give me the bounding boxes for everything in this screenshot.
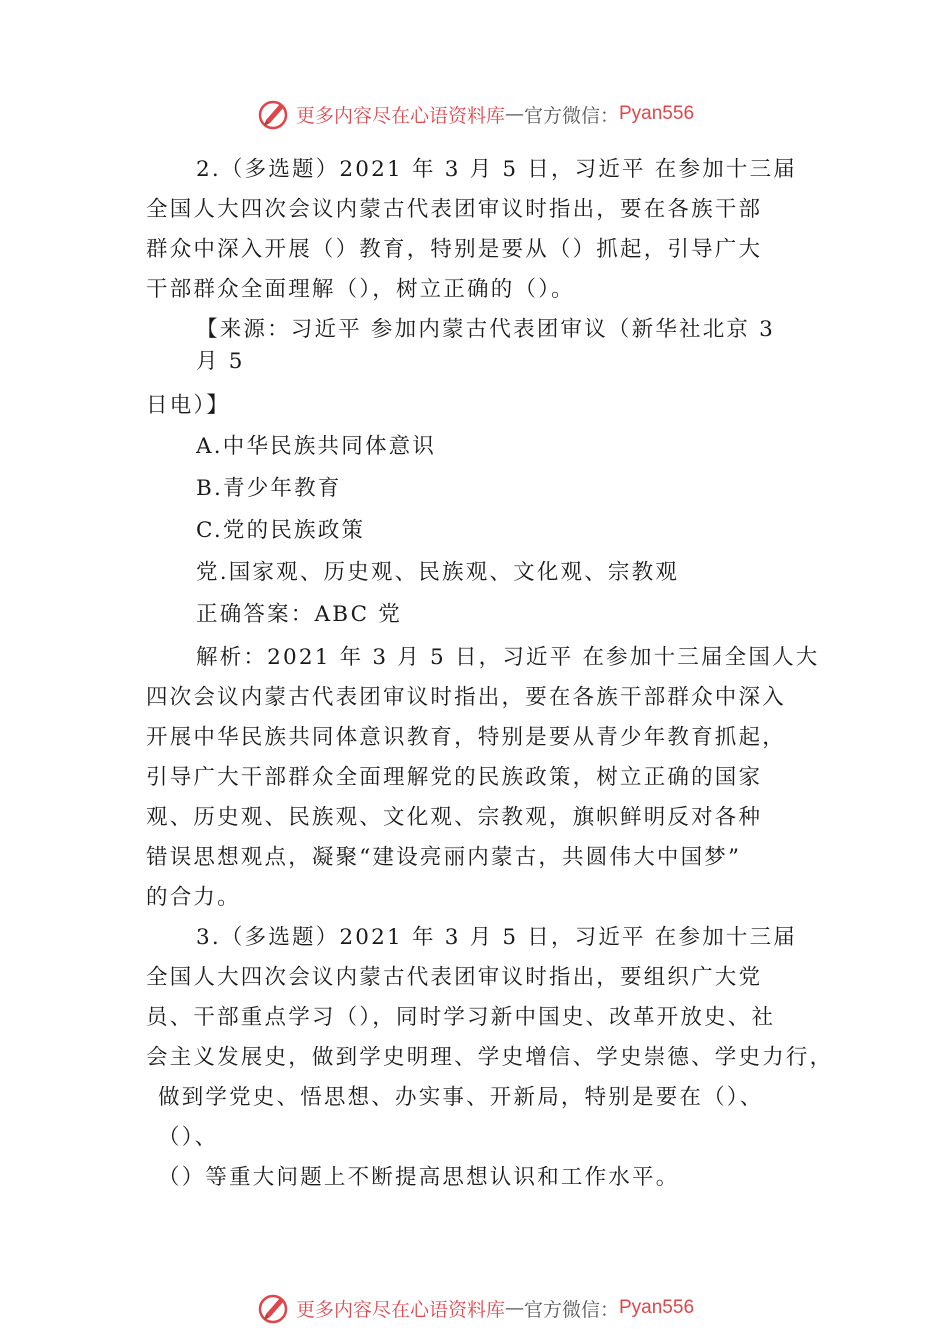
question-3-line: 全国人大四次会议内蒙古代表团审议时指出，要组织广大党 <box>146 965 763 990</box>
analysis-line: 的合力。 <box>146 885 241 910</box>
analysis-line: 开展中华民族共同体意识教育，特别是要从青少年教育抓起， <box>146 725 786 750</box>
question-2-source: 月 5 <box>196 349 245 374</box>
watermark-dash: — <box>504 1297 524 1319</box>
question-2-line: 干部群众全面理解（），树立正确的（）。 <box>146 277 575 302</box>
option-c: C.党的民族政策 <box>196 518 366 543</box>
watermark-brand: 更多内容尽在心语资料库 <box>295 104 505 127</box>
question-2-line: 全国人大四次会议内蒙古代表团审议时指出，要在各族干部 <box>146 197 763 222</box>
correct-answer: 正确答案：ABC 党 <box>196 602 403 627</box>
watermark-dash: — <box>504 103 524 125</box>
watermark-wechat-id: Pyan556 <box>619 103 695 124</box>
watermark-label: 官方微信： <box>523 1298 619 1321</box>
question-2 <box>146 150 846 918</box>
analysis-line: 解析：2021 年 3 月 5 日，习近平 在参加十三届全国人大 <box>196 645 820 670</box>
pen-logo-icon <box>256 1290 292 1326</box>
question-3-line: （）、 <box>158 1125 219 1150</box>
document-body <box>146 150 846 1198</box>
question-2-line: 群众中深入开展（）教育，特别是要从（）抓起，引导广大 <box>146 237 763 262</box>
analysis-line: 错误思想观点，凝聚“建设亮丽内蒙古，共圆伟大中国梦” <box>146 845 742 870</box>
question-3-line: 做到学党史、悟思想、办实事、开新局，特别是要在（）、 <box>158 1085 764 1110</box>
question-3 <box>146 918 846 1198</box>
option-d: 党.国家观、历史观、民族观、文化观、宗教观 <box>196 560 680 585</box>
header-watermark <box>0 94 950 134</box>
question-2-source: 日电）】 <box>146 393 231 418</box>
watermark-label: 官方微信： <box>523 104 619 127</box>
question-3-line: 会主义发展史，做到学史明理、学史增信、学史崇德、学史力行， <box>146 1045 834 1070</box>
question-3-line: （）等重大问题上不断提高思想认识和工作水平。 <box>158 1165 680 1190</box>
analysis-line: 观、历史观、民族观、文化观、宗教观，旗帜鲜明反对各种 <box>146 805 763 830</box>
question-2-source: 【来源：习近平 参加内蒙古代表团审议（新华社北京 3 <box>196 317 776 342</box>
question-3-line: 员、干部重点学习（），同时学习新中国史、改革开放史、社 <box>146 1005 776 1030</box>
watermark-brand: 更多内容尽在心语资料库 <box>295 1298 505 1321</box>
analysis-line: 引导广大干部群众全面理解党的民族政策，树立正确的国家 <box>146 765 763 790</box>
question-2-line: 2.（多选题）2021 年 3 月 5 日，习近平 在参加十三届 <box>196 157 797 182</box>
analysis-line: 四次会议内蒙古代表团审议时指出，要在各族干部群众中深入 <box>146 685 786 710</box>
option-b: B.青少年教育 <box>196 476 342 501</box>
option-a: A.中华民族共同体意识 <box>196 434 437 459</box>
question-3-line: 3.（多选题）2021 年 3 月 5 日，习近平 在参加十三届 <box>196 925 797 950</box>
pen-logo-icon <box>256 96 292 132</box>
footer-watermark <box>0 1288 950 1328</box>
watermark-wechat-id: Pyan556 <box>619 1297 695 1318</box>
